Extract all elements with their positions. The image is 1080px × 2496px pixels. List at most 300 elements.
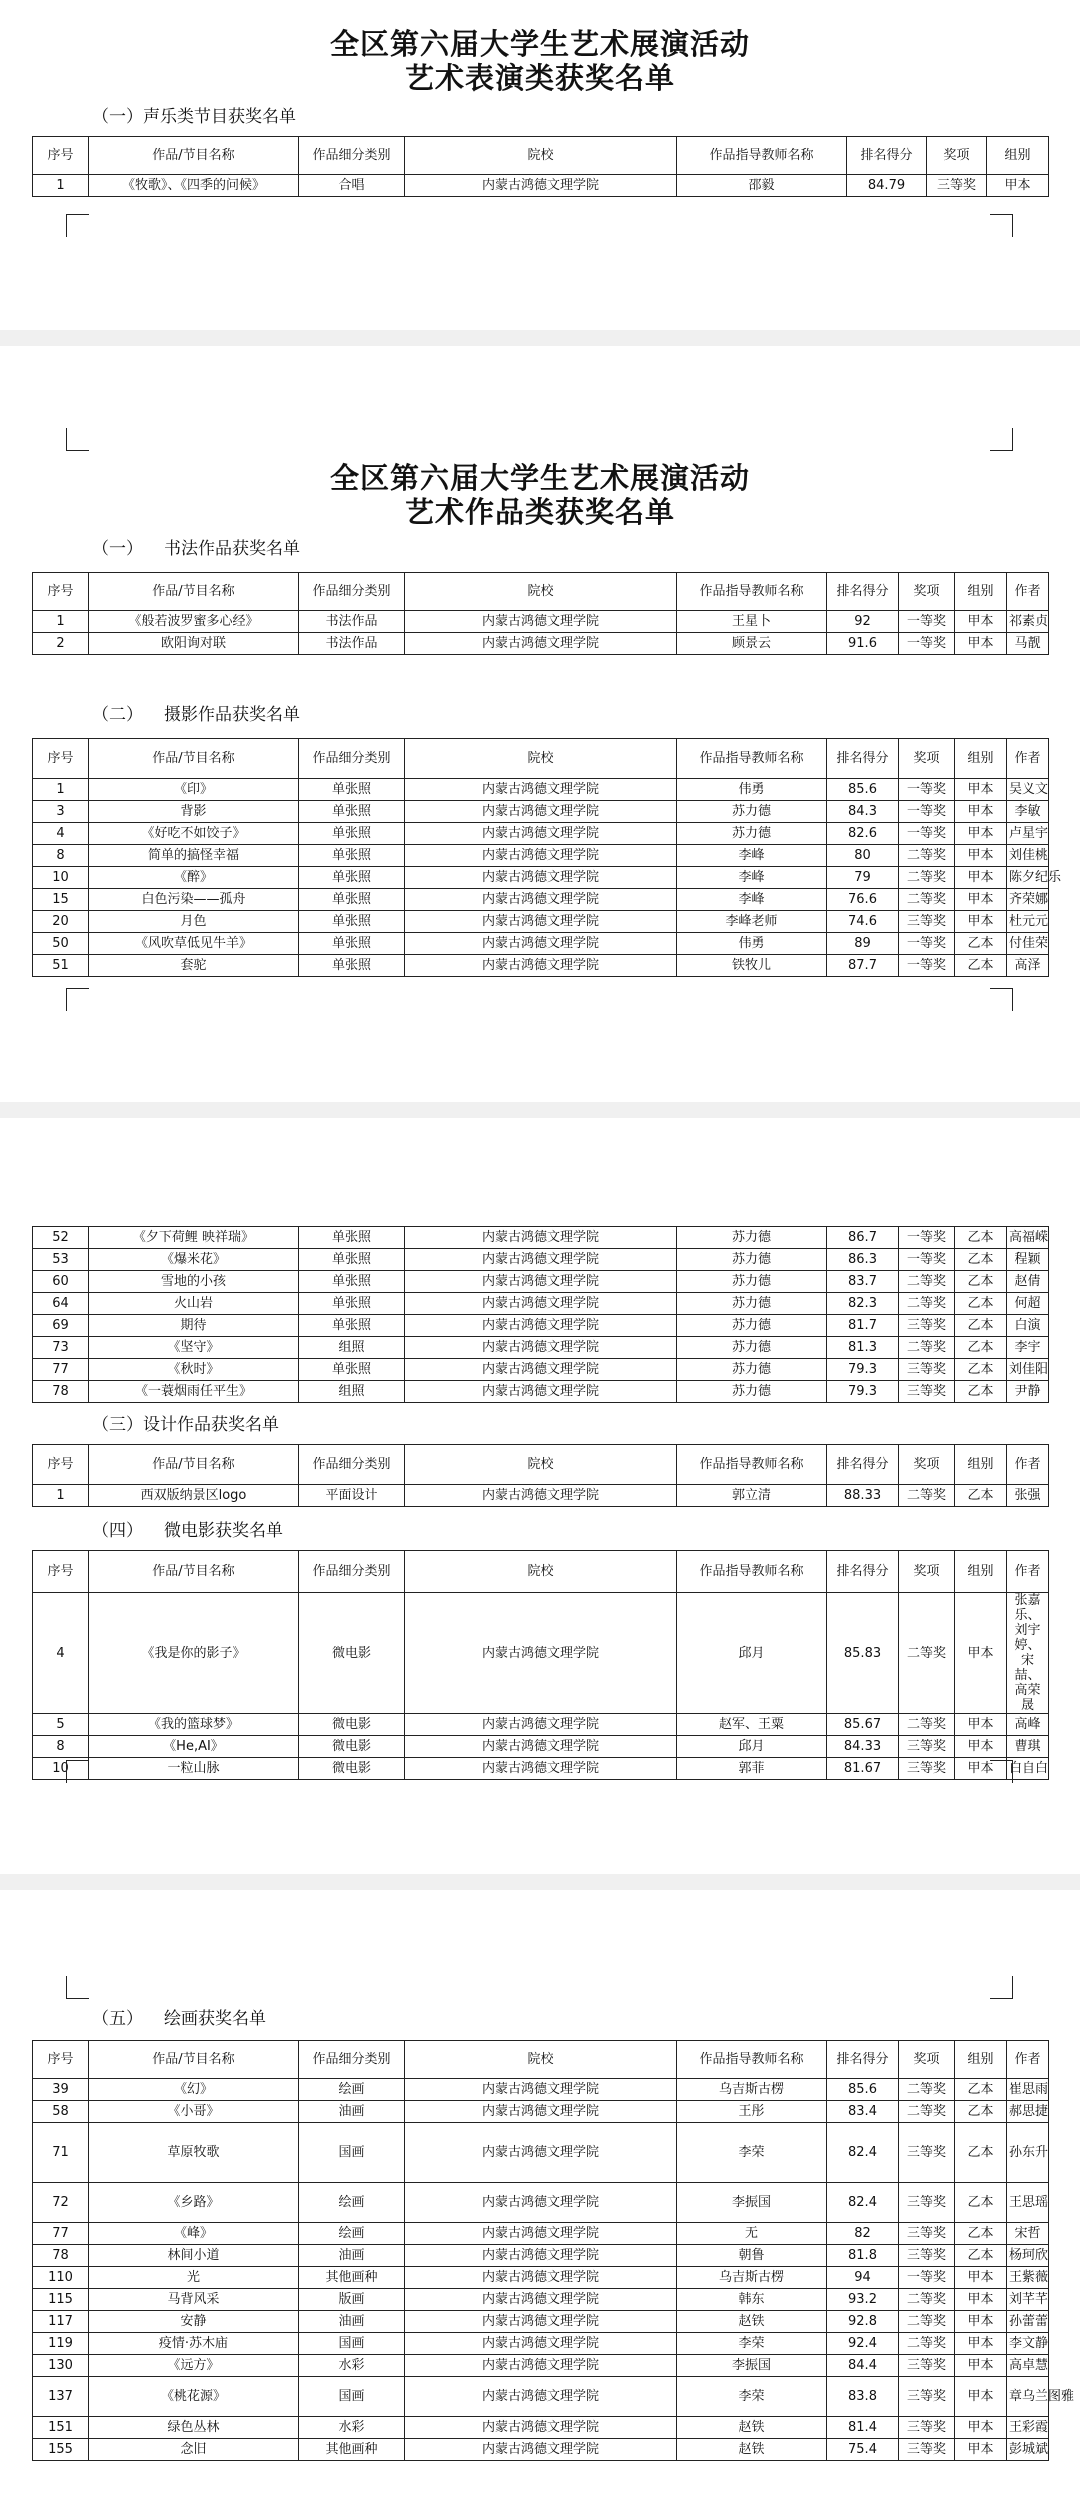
table-cell: 李荣	[677, 2377, 827, 2417]
table-cell: 二等奖	[899, 1485, 955, 1507]
table-cell: 内蒙古鸿德文理学院	[405, 2355, 677, 2377]
column-header: 作品/节目名称	[89, 573, 299, 611]
page-subtitle: 艺术表演类获奖名单	[404, 61, 675, 95]
table-row	[33, 1315, 1049, 1337]
table-cell: 乙本	[955, 1249, 1007, 1271]
column-header: 作品细分类别	[299, 1551, 405, 1593]
column-header: 奖项	[899, 1445, 955, 1485]
table-cell: 乙本	[955, 1381, 1007, 1403]
table-cell: 乌吉斯古楞	[677, 2267, 827, 2289]
table-cell: 邱月	[677, 1736, 827, 1758]
table-cell: 二等奖	[899, 2101, 955, 2123]
table-cell: 卢星宇	[1007, 823, 1049, 845]
column-header: 作品细分类别	[299, 1445, 405, 1485]
table-row	[33, 1249, 1049, 1271]
table-cell: 79	[827, 867, 899, 889]
table-cell: 其他画种	[299, 2267, 405, 2289]
table-cell: 60	[33, 1271, 89, 1293]
table-cell: 4	[33, 1593, 89, 1714]
table-cell: 二等奖	[899, 1271, 955, 1293]
table-cell: 甲本	[955, 889, 1007, 911]
column-header: 作者	[1007, 1445, 1049, 1485]
table-cell: 王紫薇	[1007, 2267, 1049, 2289]
table-cell: 高卓慧	[1007, 2355, 1049, 2377]
table-cell: 内蒙古鸿德文理学院	[405, 611, 677, 633]
table-cell: 64	[33, 1293, 89, 1315]
table-cell: 杜元元	[1007, 911, 1049, 933]
column-header: 序号	[33, 739, 89, 779]
table-cell: 甲本	[955, 1593, 1007, 1714]
table-cell: 单张照	[299, 889, 405, 911]
table-row	[33, 1293, 1049, 1315]
table-cell: 三等奖	[899, 2439, 955, 2461]
table-cell: 一等奖	[899, 1227, 955, 1249]
column-header: 奖项	[899, 1551, 955, 1593]
table-cell: 151	[33, 2417, 89, 2439]
table-row	[33, 2267, 1049, 2289]
table-row	[33, 933, 1049, 955]
column-header: 院校	[405, 2041, 677, 2079]
table-row	[33, 2079, 1049, 2101]
table-cell: 甲本	[955, 1714, 1007, 1736]
table-cell: 内蒙古鸿德文理学院	[405, 1736, 677, 1758]
table-cell: 赵军、王粟	[677, 1714, 827, 1736]
table-cell: 5	[33, 1714, 89, 1736]
table-cell: 书法作品	[299, 633, 405, 655]
table-cell: 甲本	[955, 633, 1007, 655]
table-cell: 三等奖	[899, 1758, 955, 1780]
table-row	[33, 611, 1049, 633]
table-cell: 8	[33, 1736, 89, 1758]
table-cell: 乙本	[955, 1271, 1007, 1293]
table-cell: 乙本	[955, 2079, 1007, 2101]
table-cell: 三等奖	[899, 911, 955, 933]
table-cell: 李峰	[677, 889, 827, 911]
table-cell: 内蒙古鸿德文理学院	[405, 1714, 677, 1736]
table-cell: 章乌兰图雅	[1007, 2377, 1049, 2417]
table-cell: 4	[33, 823, 89, 845]
section-number: （二）	[92, 705, 143, 725]
table-cell: 甲本	[955, 867, 1007, 889]
table-cell: 单张照	[299, 823, 405, 845]
section-number: （一）	[92, 539, 143, 559]
table-row	[33, 889, 1049, 911]
table-row	[33, 2355, 1049, 2377]
column-header: 作者	[1007, 739, 1049, 779]
table-cell: 白演	[1007, 1315, 1049, 1337]
table-cell: 王彤	[677, 2101, 827, 2123]
table-cell: 85.83	[827, 1593, 899, 1714]
table-cell: 宋哲	[1007, 2223, 1049, 2245]
page-gap	[0, 1874, 1080, 1890]
crop-mark	[990, 428, 1013, 451]
column-header: 序号	[33, 1445, 89, 1485]
table-cell: 内蒙古鸿德文理学院	[405, 2439, 677, 2461]
column-header: 奖项	[899, 739, 955, 779]
table-cell: 油画	[299, 2311, 405, 2333]
table-cell: 《He,AI》	[89, 1736, 299, 1758]
table-cell: 79.3	[827, 1359, 899, 1381]
table-cell: 朝鲁	[677, 2245, 827, 2267]
table-cell: 甲本	[955, 2417, 1007, 2439]
table-cell: 甲本	[955, 1758, 1007, 1780]
table-cell: 一等奖	[899, 611, 955, 633]
table-cell: 国画	[299, 2333, 405, 2355]
table-cell: 83.7	[827, 1271, 899, 1293]
table-cell: 单张照	[299, 955, 405, 977]
table-cell: 书法作品	[299, 611, 405, 633]
table-cell: 苏力德	[677, 1337, 827, 1359]
table-cell: 88.33	[827, 1485, 899, 1507]
table-cell: 《远方》	[89, 2355, 299, 2377]
column-header: 排名得分	[827, 739, 899, 779]
table-cell: 王彩霞	[1007, 2417, 1049, 2439]
table-row	[33, 2223, 1049, 2245]
table-cell: 陈夕纪乐	[1007, 867, 1049, 889]
table-cell: 内蒙古鸿德文理学院	[405, 2245, 677, 2267]
table-cell: 内蒙古鸿德文理学院	[405, 1593, 677, 1714]
column-header: 奖项	[899, 2041, 955, 2079]
table-cell: 李荣	[677, 2333, 827, 2355]
table-cell: 75.4	[827, 2439, 899, 2461]
column-header: 作品/节目名称	[89, 2041, 299, 2079]
table-row	[33, 633, 1049, 655]
table-cell: 乙本	[955, 1337, 1007, 1359]
table-cell: 二等奖	[899, 2311, 955, 2333]
table-cell: 内蒙古鸿德文理学院	[405, 2333, 677, 2355]
table-cell: 曹琪	[1007, 1736, 1049, 1758]
table-cell: 72	[33, 2183, 89, 2223]
table-cell: 乙本	[955, 955, 1007, 977]
table-cell: 赵铁	[677, 2417, 827, 2439]
table-cell: 彭城斌	[1007, 2439, 1049, 2461]
table-cell: 1	[33, 611, 89, 633]
table-cell: 内蒙古鸿德文理学院	[405, 889, 677, 911]
table-cell: 80	[827, 845, 899, 867]
table-cell: 内蒙古鸿德文理学院	[405, 1227, 677, 1249]
table-cell: 二等奖	[899, 1593, 955, 1714]
table-cell: 58	[33, 2101, 89, 2123]
table-cell: 无	[677, 2223, 827, 2245]
table-cell: 单张照	[299, 801, 405, 823]
table-cell: 二等奖	[899, 1714, 955, 1736]
column-header: 作品细分类别	[299, 573, 405, 611]
page-subtitle: 艺术作品类获奖名单	[404, 495, 675, 529]
table-cell: 79.3	[827, 1381, 899, 1403]
table-cell: 单张照	[299, 1315, 405, 1337]
table-row	[33, 175, 1049, 197]
table-cell: 77	[33, 2223, 89, 2245]
table-cell: 155	[33, 2439, 89, 2461]
table-cell: 内蒙古鸿德文理学院	[405, 2267, 677, 2289]
table-cell: 单张照	[299, 1359, 405, 1381]
table-cell: 单张照	[299, 779, 405, 801]
table-cell: 付佳荣	[1007, 933, 1049, 955]
table-cell: 李文静	[1007, 2333, 1049, 2355]
table-cell: 合唱	[299, 175, 405, 197]
column-header: 奖项	[899, 573, 955, 611]
table-cell: 乙本	[955, 1485, 1007, 1507]
table-cell: 郭菲	[677, 1758, 827, 1780]
table-cell: 二等奖	[899, 1293, 955, 1315]
table-row	[33, 2311, 1049, 2333]
page-4	[0, 1890, 1080, 2496]
table-cell: 单张照	[299, 933, 405, 955]
crop-mark	[66, 988, 89, 1011]
column-header: 作品指导教师名称	[677, 739, 827, 779]
section-heading-painting: 绘画获奖名单	[164, 2009, 266, 2029]
table-cell: 白自白	[1007, 1758, 1049, 1780]
table-cell: 78	[33, 2245, 89, 2267]
table-cell: 内蒙古鸿德文理学院	[405, 1485, 677, 1507]
table-cell: 苏力德	[677, 1315, 827, 1337]
table-cell: 内蒙古鸿德文理学院	[405, 2183, 677, 2223]
table-cell: 微电影	[299, 1593, 405, 1714]
table-cell: 二等奖	[899, 845, 955, 867]
table-cell: 89	[827, 933, 899, 955]
table-cell: 李荣	[677, 2123, 827, 2183]
table-cell: 甲本	[955, 1736, 1007, 1758]
page-gap	[0, 1102, 1080, 1118]
crop-mark	[66, 1760, 89, 1783]
crop-mark	[990, 988, 1013, 1011]
table-cell: 3	[33, 801, 89, 823]
table-row	[33, 1381, 1049, 1403]
column-header: 组别	[955, 573, 1007, 611]
table-cell: 火山岩	[89, 1293, 299, 1315]
painting-awards-table	[32, 2040, 1075, 2461]
crop-mark	[990, 1976, 1013, 1999]
table-cell: 一粒山脉	[89, 1758, 299, 1780]
table-cell: 74.6	[827, 911, 899, 933]
table-cell: 齐荣娜	[1007, 889, 1049, 911]
table-cell: 1	[33, 175, 89, 197]
table-cell: 伟勇	[677, 779, 827, 801]
table-cell: 王星卜	[677, 611, 827, 633]
table-cell: 绿色丛林	[89, 2417, 299, 2439]
column-header: 序号	[33, 2041, 89, 2079]
table-cell: 李峰	[677, 845, 827, 867]
table-cell: 71	[33, 2123, 89, 2183]
table-cell: 程颖	[1007, 1249, 1049, 1271]
table-cell: 崔思雨	[1007, 2079, 1049, 2101]
table-cell: 杨珂欣	[1007, 2245, 1049, 2267]
table-cell: 85.6	[827, 779, 899, 801]
table-cell: 《幻》	[89, 2079, 299, 2101]
table-cell: 李峰老师	[677, 911, 827, 933]
section-heading-calligraphy: 书法作品获奖名单	[164, 539, 300, 559]
column-header: 序号	[33, 1551, 89, 1593]
table-row	[33, 2101, 1049, 2123]
table-cell: 其他画种	[299, 2439, 405, 2461]
table-cell: 李宇	[1007, 1337, 1049, 1359]
table-cell: 绘画	[299, 2079, 405, 2101]
table-row	[33, 1271, 1049, 1293]
column-header: 作者	[1007, 1551, 1049, 1593]
table-cell: 单张照	[299, 1293, 405, 1315]
table-cell: 82.3	[827, 1293, 899, 1315]
table-cell: 雪地的小孩	[89, 1271, 299, 1293]
table-cell: 组照	[299, 1337, 405, 1359]
table-cell: 130	[33, 2355, 89, 2377]
table-cell: 81.7	[827, 1315, 899, 1337]
table-cell: 内蒙古鸿德文理学院	[405, 633, 677, 655]
table-cell: 甲本	[955, 2439, 1007, 2461]
column-header: 作品/节目名称	[89, 137, 299, 175]
table-cell: 苏力德	[677, 1381, 827, 1403]
table-cell: 内蒙古鸿德文理学院	[405, 867, 677, 889]
table-cell: 月色	[89, 911, 299, 933]
table-cell: 二等奖	[899, 2289, 955, 2311]
table-cell: 刘佳桃	[1007, 845, 1049, 867]
table-row	[33, 867, 1049, 889]
table-cell: 《小哥》	[89, 2101, 299, 2123]
table-cell: 三等奖	[899, 2417, 955, 2439]
table-cell: 83.8	[827, 2377, 899, 2417]
table-cell: 安静	[89, 2311, 299, 2333]
table-cell: 《印》	[89, 779, 299, 801]
column-header: 作品指导教师名称	[677, 1551, 827, 1593]
table-cell: 《般若波罗蜜多心经》	[89, 611, 299, 633]
column-header: 院校	[405, 1445, 677, 1485]
table-header-row	[33, 1445, 1049, 1485]
table-cell: 84.79	[847, 175, 927, 197]
table-cell: 76.6	[827, 889, 899, 911]
table-cell: 81.67	[827, 1758, 899, 1780]
table-cell: 91.6	[827, 633, 899, 655]
table-cell: 一等奖	[899, 823, 955, 845]
table-cell: 《我是你的影子》	[89, 1593, 299, 1714]
table-cell: 《坚守》	[89, 1337, 299, 1359]
table-cell: 孙蕾蕾	[1007, 2311, 1049, 2333]
table-cell: 内蒙古鸿德文理学院	[405, 1293, 677, 1315]
table-cell: 84.33	[827, 1736, 899, 1758]
crop-mark	[990, 1760, 1013, 1783]
table-cell: 苏力德	[677, 1227, 827, 1249]
crop-mark	[66, 214, 89, 237]
table-cell: 背影	[89, 801, 299, 823]
column-header: 院校	[405, 137, 677, 175]
column-header: 作品细分类别	[299, 137, 405, 175]
table-cell: 伟勇	[677, 933, 827, 955]
table-row	[33, 2439, 1049, 2461]
table-cell: 乙本	[955, 1227, 1007, 1249]
table-cell: 15	[33, 889, 89, 911]
table-cell: 尹静	[1007, 1381, 1049, 1403]
table-cell: 乙本	[955, 1293, 1007, 1315]
table-cell: 郭立清	[677, 1485, 827, 1507]
microfilm-awards-table	[32, 1550, 1049, 1780]
table-cell: 单张照	[299, 1271, 405, 1293]
table-cell: 50	[33, 933, 89, 955]
table-row	[33, 2333, 1049, 2355]
table-cell: 69	[33, 1315, 89, 1337]
page-3	[0, 1118, 1080, 1874]
table-cell: 张强	[1007, 1485, 1049, 1507]
table-cell: 1	[33, 1485, 89, 1507]
table-cell: 2	[33, 633, 89, 655]
table-cell: 韩东	[677, 2289, 827, 2311]
table-cell: 吴义文	[1007, 779, 1049, 801]
table-cell: 86.7	[827, 1227, 899, 1249]
table-cell: 110	[33, 2267, 89, 2289]
table-cell: 二等奖	[899, 2079, 955, 2101]
column-header: 排名得分	[827, 2041, 899, 2079]
column-header: 组别	[987, 137, 1049, 175]
table-cell: 微电影	[299, 1736, 405, 1758]
table-cell: 祁素贞	[1007, 611, 1049, 633]
table-row	[33, 779, 1049, 801]
table-row	[33, 1758, 1049, 1780]
table-cell: 82	[827, 2223, 899, 2245]
table-cell: 81.8	[827, 2245, 899, 2267]
table-cell: 三等奖	[899, 2355, 955, 2377]
table-row	[33, 1736, 1049, 1758]
table-cell: 期待	[89, 1315, 299, 1337]
column-header: 排名得分	[827, 573, 899, 611]
table-cell: 93.2	[827, 2289, 899, 2311]
table-cell: 微电影	[299, 1714, 405, 1736]
table-cell: 甲本	[955, 911, 1007, 933]
column-header: 作品指导教师名称	[677, 573, 827, 611]
table-cell: 内蒙古鸿德文理学院	[405, 1381, 677, 1403]
table-cell: 乙本	[955, 933, 1007, 955]
section-number: （五）	[92, 2009, 143, 2029]
table-cell: 《一蓑烟雨任平生》	[89, 1381, 299, 1403]
table-cell: 94	[827, 2267, 899, 2289]
table-cell: 内蒙古鸿德文理学院	[405, 2079, 677, 2101]
table-cell: 82.4	[827, 2123, 899, 2183]
column-header: 排名得分	[827, 1551, 899, 1593]
column-header: 作者	[1007, 2041, 1049, 2079]
table-cell: 马背风采	[89, 2289, 299, 2311]
table-cell: 8	[33, 845, 89, 867]
table-cell: 邵毅	[677, 175, 847, 197]
table-cell: 乙本	[955, 1315, 1007, 1337]
table-cell: 三等奖	[927, 175, 987, 197]
table-cell: 《夕下荷鲤 映祥瑞》	[89, 1227, 299, 1249]
table-cell: 乙本	[955, 2183, 1007, 2223]
table-cell: 甲本	[987, 175, 1049, 197]
column-header: 院校	[405, 573, 677, 611]
table-cell: 三等奖	[899, 1381, 955, 1403]
table-cell: 92	[827, 611, 899, 633]
table-cell: 内蒙古鸿德文理学院	[405, 845, 677, 867]
table-cell: 二等奖	[899, 867, 955, 889]
table-cell: 组照	[299, 1381, 405, 1403]
column-header: 作品/节目名称	[89, 1445, 299, 1485]
table-cell: 平面设计	[299, 1485, 405, 1507]
table-cell: 单张照	[299, 1227, 405, 1249]
table-cell: 84.3	[827, 801, 899, 823]
table-cell: 乙本	[955, 2245, 1007, 2267]
table-cell: 甲本	[955, 823, 1007, 845]
column-header: 作者	[1007, 573, 1049, 611]
table-cell: 《醉》	[89, 867, 299, 889]
page-2	[0, 346, 1080, 1102]
table-row	[33, 2417, 1049, 2439]
table-cell: 115	[33, 2289, 89, 2311]
table-cell: 单张照	[299, 845, 405, 867]
table-cell: 《爆米花》	[89, 1249, 299, 1271]
column-header: 组别	[955, 1551, 1007, 1593]
table-cell: 何超	[1007, 1293, 1049, 1315]
table-cell: 一等奖	[899, 779, 955, 801]
table-cell: 内蒙古鸿德文理学院	[405, 823, 677, 845]
table-cell: 内蒙古鸿德文理学院	[405, 955, 677, 977]
table-cell: 86.3	[827, 1249, 899, 1271]
table-cell: 《峰》	[89, 2223, 299, 2245]
